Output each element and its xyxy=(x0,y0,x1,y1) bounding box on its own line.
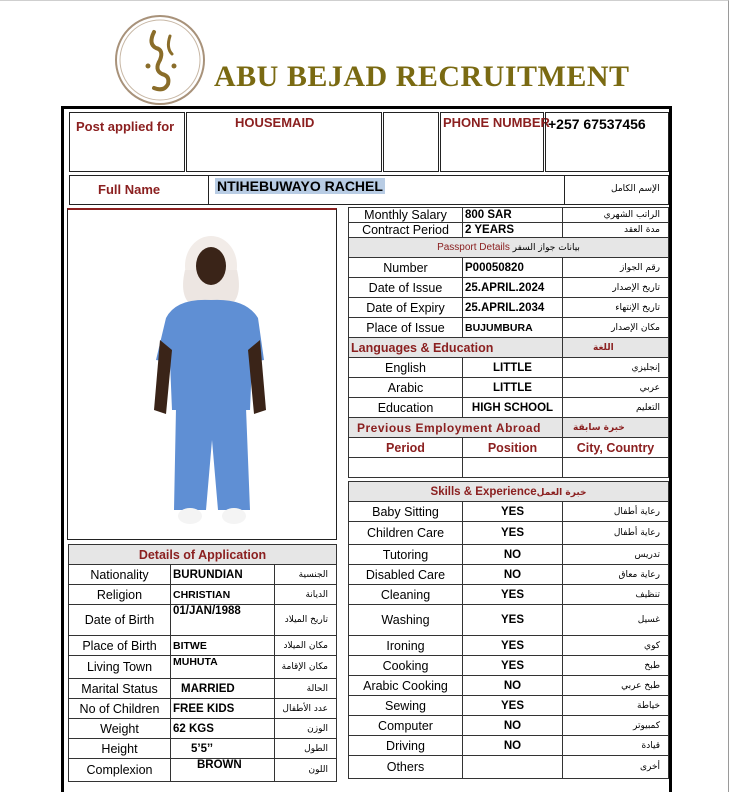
skill-ar: تدريس xyxy=(563,545,669,565)
period-label: Contract Period xyxy=(349,223,463,238)
skills-header xyxy=(349,482,669,502)
employment-col-position: Position xyxy=(463,438,563,458)
issue-date-value: 25.APRIL.2024 xyxy=(463,278,563,298)
app-value: MUHUTA xyxy=(171,656,275,679)
skill-value: NO xyxy=(463,545,563,565)
arabic-value: LITTLE xyxy=(463,378,563,398)
skill-ar: أخرى xyxy=(563,756,669,779)
app-value: 01/JAN/1988 xyxy=(171,605,275,636)
passport-header-ar: بيانات جواز السفر xyxy=(512,243,580,253)
app-ar: مكان الميلاد xyxy=(275,636,337,656)
period-value: 2 YEARS xyxy=(463,223,563,238)
skill-ar: خياطة xyxy=(563,696,669,716)
fullname-label-cell xyxy=(69,175,209,205)
skill-ar: تنظيف xyxy=(563,585,669,605)
app-value: BURUNDIAN xyxy=(171,565,275,585)
company-name: ABU BEJAD RECRUITMENT xyxy=(214,60,630,93)
education-label: Education xyxy=(349,398,463,418)
app-label: Marital Status xyxy=(69,679,171,699)
application-table xyxy=(68,544,337,782)
fullname-label: Full Name xyxy=(98,182,161,197)
period-ar: مدة العقد xyxy=(563,223,669,238)
skills-header-text: Skills & Experience xyxy=(430,485,537,498)
app-ar: الديانة xyxy=(275,585,337,605)
expiry-date-ar: تاريخ الإنتهاء xyxy=(563,298,669,318)
candidate-photo-frame xyxy=(67,208,337,540)
issue-place-ar: مكان الإصدار xyxy=(563,318,669,338)
skill-value: YES xyxy=(463,696,563,716)
post-value-cell xyxy=(186,112,382,172)
issue-place-label: Place of Issue xyxy=(349,318,463,338)
app-value: MARRIED xyxy=(171,679,275,699)
salary-value: 800 SAR xyxy=(463,208,563,223)
post-label: Post applied for xyxy=(76,119,175,134)
app-label: Place of Birth xyxy=(69,636,171,656)
app-label: No of Children xyxy=(69,699,171,719)
app-value: CHRISTIAN xyxy=(171,585,275,605)
app-ar: اللون xyxy=(275,759,337,782)
app-ar: تاريخ الميلاد xyxy=(275,605,337,636)
skill-ar: كمبيوتر xyxy=(563,716,669,736)
passport-header-text: Passport Details xyxy=(437,242,510,253)
arabic-ar: عربي xyxy=(563,378,669,398)
skill-value: NO xyxy=(463,736,563,756)
skill-label: Disabled Care xyxy=(349,565,463,585)
skills-table xyxy=(348,481,669,779)
application-header: Details of Application xyxy=(69,545,337,565)
phone-value-cell xyxy=(545,112,669,172)
education-ar: التعليم xyxy=(563,398,669,418)
salary-ar: الراتب الشهري xyxy=(563,208,669,223)
skill-value xyxy=(463,756,563,779)
contract-table xyxy=(348,207,669,478)
employment-header-ar: خبرة سابقة xyxy=(563,418,669,438)
skill-value: YES xyxy=(463,656,563,676)
phone-value: +257 67537456 xyxy=(548,116,646,132)
skill-value: NO xyxy=(463,565,563,585)
app-label: Weight xyxy=(69,719,171,739)
app-label: Nationality xyxy=(69,565,171,585)
arabic-label: Arabic xyxy=(349,378,463,398)
skill-value: YES xyxy=(463,605,563,636)
app-label: Religion xyxy=(69,585,171,605)
salary-label: Monthly Salary xyxy=(349,208,463,223)
expiry-date-label: Date of Expiry xyxy=(349,298,463,318)
candidate-photo xyxy=(68,210,336,540)
passport-number-value: P00050820 xyxy=(463,258,563,278)
app-value: 62 KGS xyxy=(171,719,275,739)
issue-date-ar: تاريخ الإصدار xyxy=(563,278,669,298)
passport-header xyxy=(349,238,669,258)
fullname-value: NTIHEBUWAYO RACHEL xyxy=(217,178,383,194)
app-ar: الوزن xyxy=(275,719,337,739)
app-label: Living Town xyxy=(69,656,171,679)
phone-label-cell xyxy=(440,112,550,172)
app-ar: الطول xyxy=(275,739,337,759)
skill-label: Others xyxy=(349,756,463,779)
phone-label: PHONE NUMBER xyxy=(443,115,550,130)
languages-header: Languages & Education xyxy=(349,338,563,358)
skill-label: Computer xyxy=(349,716,463,736)
passport-number-label: Number xyxy=(349,258,463,278)
employment-empty-2 xyxy=(463,458,563,478)
company-logo xyxy=(114,14,206,106)
passport-number-ar: رقم الجواز xyxy=(563,258,669,278)
english-ar: إنجليزي xyxy=(563,358,669,378)
skill-label: Cleaning xyxy=(349,585,463,605)
skill-ar: كوي xyxy=(563,636,669,656)
blank-cell xyxy=(383,112,439,172)
app-value: BITWE xyxy=(171,636,275,656)
fullname-ar: الإسم الكامل xyxy=(611,184,660,194)
skill-label: Tutoring xyxy=(349,545,463,565)
fullname-ar-cell xyxy=(564,175,669,205)
education-value: HIGH SCHOOL xyxy=(463,398,563,418)
skill-ar: رعاية معاق xyxy=(563,565,669,585)
app-label: Complexion xyxy=(69,759,171,782)
skill-value: NO xyxy=(463,676,563,696)
post-value: HOUSEMAID xyxy=(235,115,315,130)
employment-empty-3 xyxy=(563,458,669,478)
issue-date-label: Date of Issue xyxy=(349,278,463,298)
skill-ar: رعاية أطفال xyxy=(563,502,669,522)
skill-ar: غسيل xyxy=(563,605,669,636)
english-label: English xyxy=(349,358,463,378)
skill-ar: قيادة xyxy=(563,736,669,756)
app-ar: الجنسية xyxy=(275,565,337,585)
app-ar: عدد الأطفال xyxy=(275,699,337,719)
skill-label: Children Care xyxy=(349,522,463,545)
skill-ar: رعاية أطفال xyxy=(563,522,669,545)
employment-col-country: City, Country xyxy=(563,438,669,458)
skill-ar: طبخ عربي xyxy=(563,676,669,696)
languages-header-ar: اللغة xyxy=(563,338,669,358)
app-ar: مكان الإقامة xyxy=(275,656,337,679)
skill-label: Sewing xyxy=(349,696,463,716)
skill-value: NO xyxy=(463,716,563,736)
skill-label: Arabic Cooking xyxy=(349,676,463,696)
employment-empty-1 xyxy=(349,458,463,478)
app-value: BROWN xyxy=(171,759,275,782)
skill-value: YES xyxy=(463,636,563,656)
expiry-date-value: 25.APRIL.2034 xyxy=(463,298,563,318)
skill-ar: طبخ xyxy=(563,656,669,676)
skill-label: Baby Sitting xyxy=(349,502,463,522)
employment-header: Previous Employment Abroad xyxy=(349,418,563,438)
skills-header-ar: خبرة العمل xyxy=(536,487,587,498)
english-value: LITTLE xyxy=(463,358,563,378)
app-label: Date of Birth xyxy=(69,605,171,636)
skill-label: Cooking xyxy=(349,656,463,676)
post-label-cell xyxy=(69,112,185,172)
app-value: FREE KIDS xyxy=(171,699,275,719)
skill-label: Washing xyxy=(349,605,463,636)
skill-value: YES xyxy=(463,522,563,545)
skill-value: YES xyxy=(463,585,563,605)
skill-label: Ironing xyxy=(349,636,463,656)
app-label: Height xyxy=(69,739,171,759)
employment-col-period: Period xyxy=(349,438,463,458)
app-ar: الحالة xyxy=(275,679,337,699)
app-value: 5’5’’ xyxy=(171,739,275,759)
issue-place-value: BUJUMBURA xyxy=(463,318,563,338)
skill-value: YES xyxy=(463,502,563,522)
skill-label: Driving xyxy=(349,736,463,756)
